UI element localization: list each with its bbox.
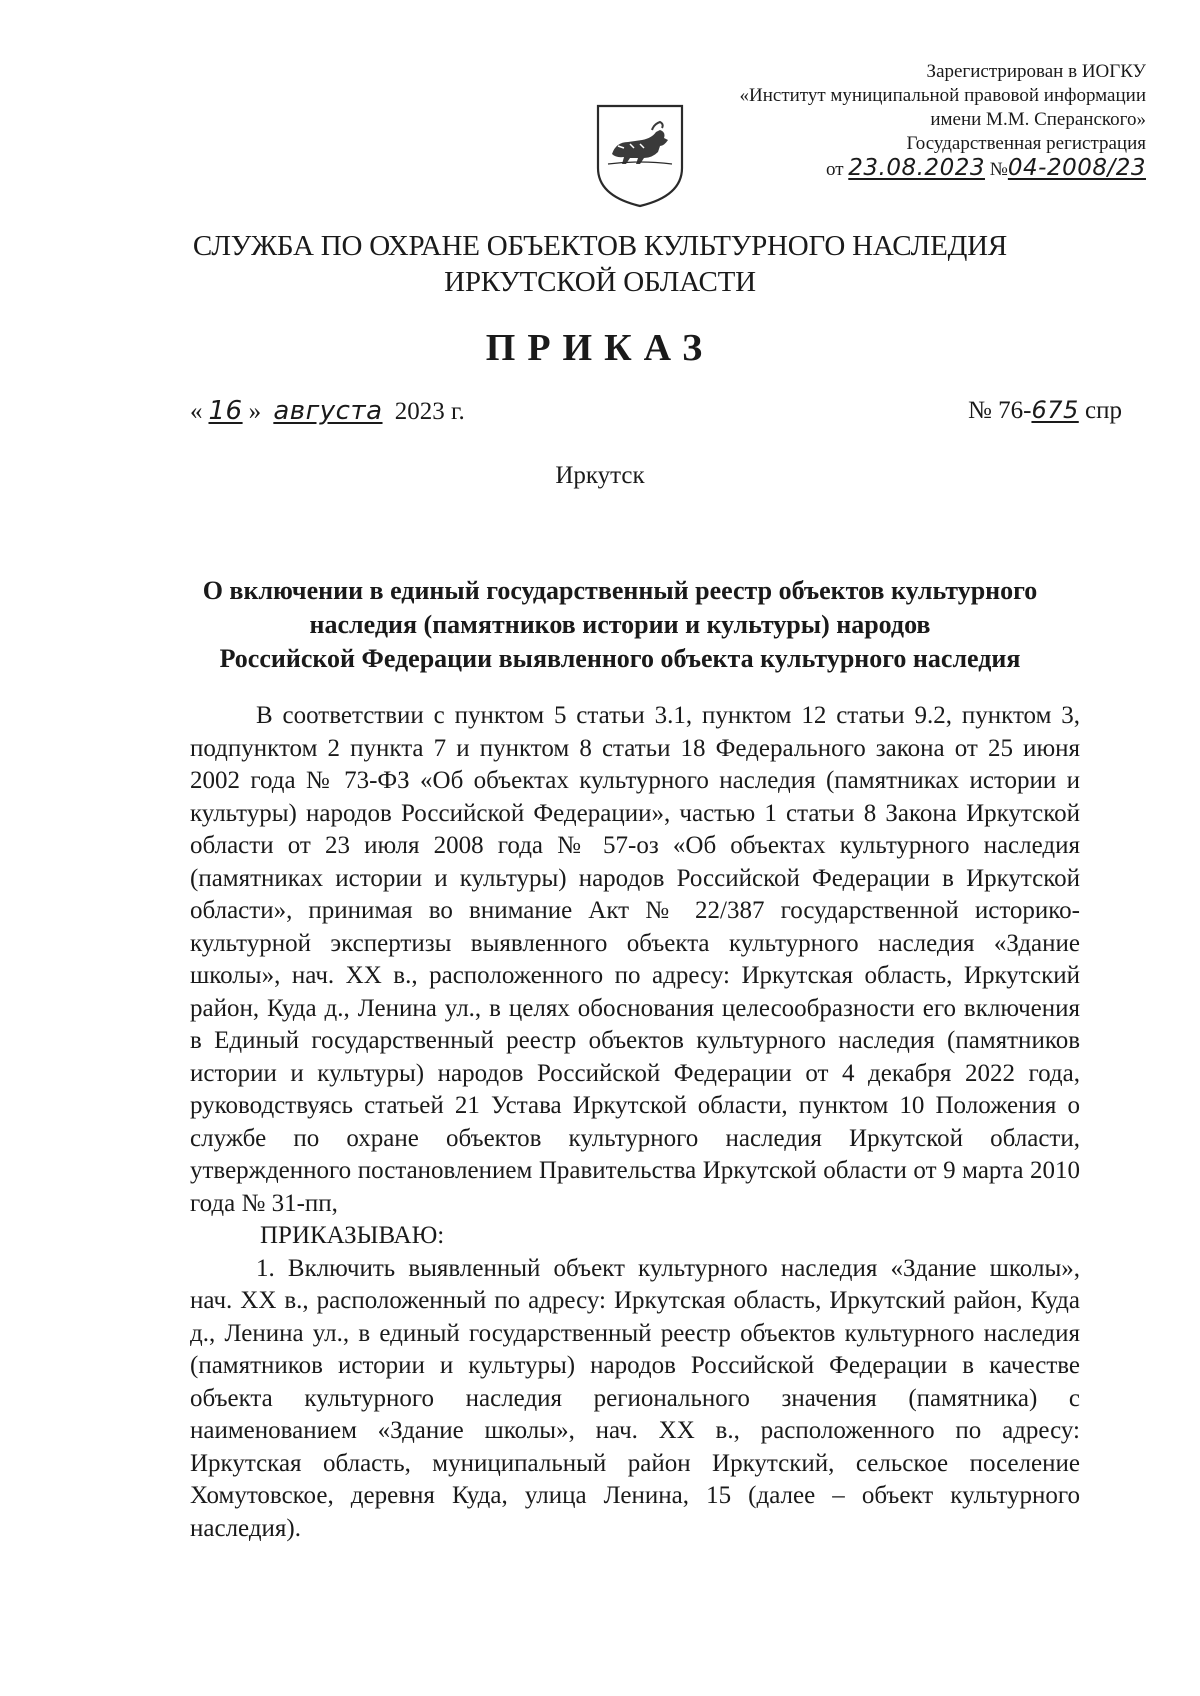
agency-name-line-2: ИРКУТСКОЙ ОБЛАСТИ <box>444 266 756 298</box>
registration-date: 23.08.2023 <box>848 155 985 181</box>
registration-line-3: имени М.М. Сперанского» <box>930 109 1146 130</box>
order-number-handwritten: 675 <box>1031 396 1079 424</box>
document-body <box>190 700 1080 1545</box>
registration-date-prefix: от <box>825 159 844 180</box>
preamble-paragraph: В соответствии с пунктом 5 статьи 3.1, пунктом 12 статьи 9.2, пунктом 3, подпунктом 2 пункта 7 и пунктом 8 статьи 18 Федерального закона от 25 июня 2002 года № 73-ФЗ «Об объектах культурного наследия (памятниках истории и культуры) народов Российской Федерации», частью 1 статьи 8 Закона Иркутской области от 23 июля 2008 года № 57-оз «Об объектах культурного наследия (памятниках истории и культуры) народов Российской Федерации в Иркутской области», принимая во внимание Акт № 22/387 государственной историко-культурной экспертизы выявленного объекта культурного наследия «Здание школы», нач. XX в., расположенного по адресу: Иркутская область, Иркутский район, Куда д., Ленина ул., в целях обоснования целесообразности его включения в Единый государственный реестр объектов культурного наследия (памятников истории и культуры) народов Российской Федерации от 4 декабря 2022 года, руководствуясь статьей 21 Устава Иркутской области, пунктом 10 Положения о службе по охране объектов культурного наследия Иркутской области, утвержденного постановлением Правительства Иркутской области от 9 марта 2010 года № 31-пп, <box>190 702 1080 1217</box>
subject-line-2: наследия (памятников истории и культуры) народов <box>309 610 931 639</box>
order-subject <box>160 574 1080 676</box>
registration-line-1: Зарегистрирован в ИОГКУ <box>926 61 1146 82</box>
order-number-prefix: № 76- <box>968 397 1032 424</box>
order-date <box>190 396 465 426</box>
registration-date-line <box>626 156 1146 182</box>
registration-number: 04-2008/23 <box>1007 155 1146 181</box>
city-name: Иркутск <box>555 462 645 489</box>
subject-line-1: О включении в единый государственный реестр объектов культурного <box>202 576 1038 605</box>
order-number-suffix: спр <box>1085 397 1122 424</box>
agency-name-line-1: СЛУЖБА ПО ОХРАНЕ ОБЪЕКТОВ КУЛЬТУРНОГО НАСЛЕДИЯ <box>192 230 1008 262</box>
registration-stamp <box>626 60 1146 182</box>
agency-name <box>0 228 1200 300</box>
date-close-quote: » <box>248 398 262 425</box>
date-open-quote: « <box>190 398 203 425</box>
subject-line-3: Российской Федерации выявленного объекта культурного наследия <box>219 644 1021 673</box>
registration-number-prefix: № <box>989 159 1008 180</box>
order-month: августа <box>273 396 383 426</box>
order-day: 16 <box>208 396 243 426</box>
registration-line-2: «Институт муниципальной правовой информации <box>739 85 1146 106</box>
coat-of-arms-icon <box>594 102 686 210</box>
order-number <box>968 396 1122 425</box>
document-title: ПРИКАЗ <box>485 327 715 369</box>
order-year: 2023 г. <box>394 398 465 425</box>
order-word: ПРИКАЗЫВАЮ: <box>260 1222 445 1249</box>
order-item-1: 1. Включить выявленный объект культурного наследия «Здание школы», нач. XX в., расположенный по адресу: Иркутская область, Иркутский район, Куда д., Ленина ул., в единый государственный реестр объектов культурного наследия (памятников истории и культуры) народов Российской Федерации в качестве объекта культурного наследия регионального значения (памятника) с наименованием «Здание школы», нач. XX в., расположенного по адресу: Иркутская область, муниципальный район Иркутский, сельское поселение Хомутовское, деревня Куда, улица Ленина, 15 (далее – объект культурного наследия). <box>190 1254 1080 1542</box>
registration-line-4: Государственная регистрация <box>906 133 1146 154</box>
